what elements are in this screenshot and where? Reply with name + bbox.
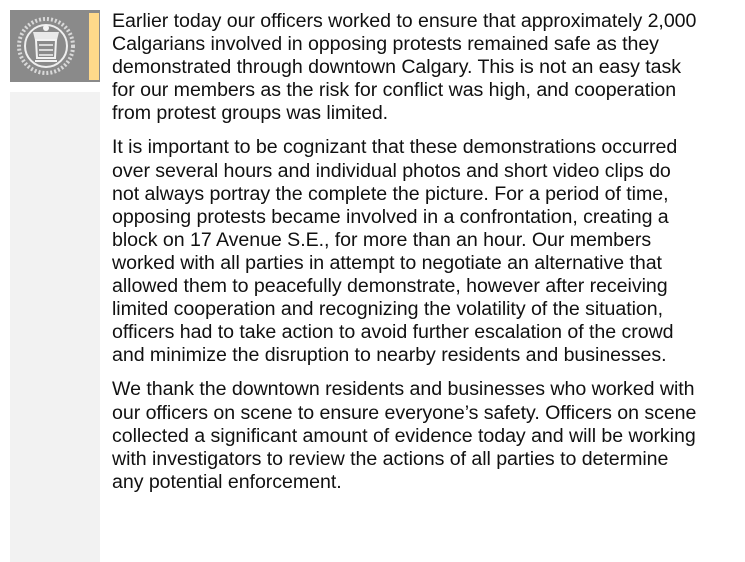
police-crest-icon — [15, 15, 77, 77]
logo-accent-bar — [89, 13, 99, 80]
post-paragraph-3: We thank the downtown residents and businesses who worked with our officers on scene to ensure everyone’s safety. Officers on scene collected a significant amount of evidence today and will be working with investigators to review the actions of all parties to determine any potential enforcement. — [112, 378, 697, 493]
profile-logo[interactable] — [10, 10, 100, 82]
side-panel — [10, 92, 100, 562]
post-body — [112, 10, 742, 505]
post-paragraph-1: Earlier today our officers worked to ensure that approximately 2,000 Calgarians involved in opposing protests remained safe as they demonstrated through downtown Calgary. This is not an easy task for our members as the risk for conflict was high, and cooperation from protest groups was limited. — [112, 10, 697, 125]
post-paragraph-2: It is important to be cognizant that these demonstrations occurred over several hours and individual photos and short video clips do not always portray the complete the picture. For a period of time, opposing protests became involved in a confrontation, creating a block on 17 Avenue S.E., for more than an hour. Our members worked with all parties in attempt to negotiate an alternative that allowed them to peacefully demonstrate, however after receiving limited cooperation and recognizing the volatility of the situation, officers had to take action to avoid further escalation of the crowd and minimize the disruption to nearby residents and businesses. — [112, 136, 678, 367]
